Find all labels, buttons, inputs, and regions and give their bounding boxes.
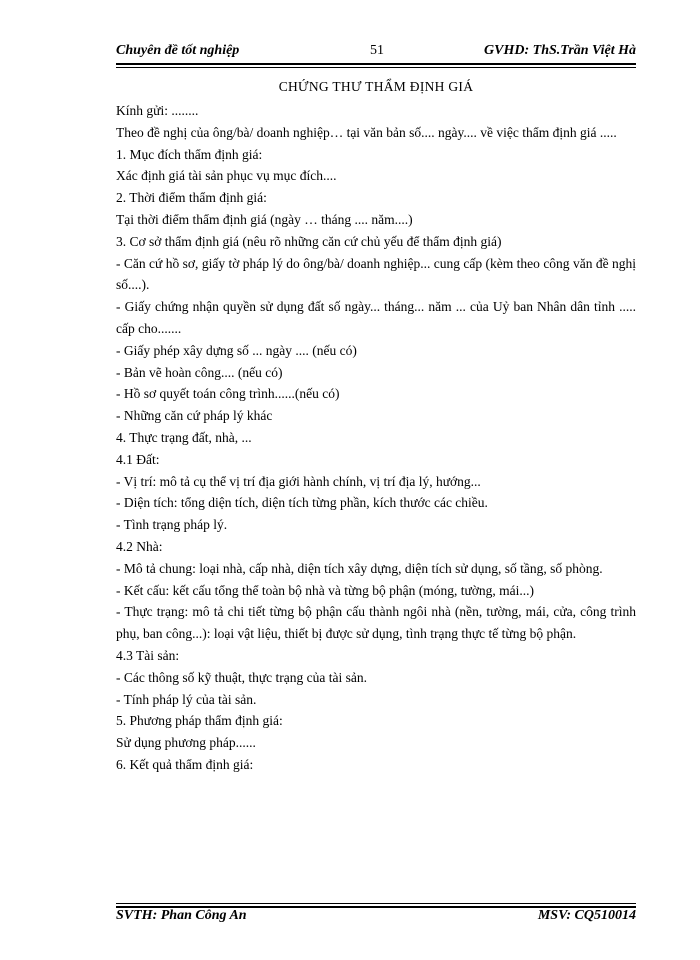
header-rule-thin	[116, 67, 636, 68]
section-heading-basis: 3. Cơ sở thẩm định giá (nêu rõ những căn cứ chủ yếu để thẩm định giá)	[116, 233, 502, 249]
page-header	[116, 43, 636, 63]
page-number: 51	[370, 43, 384, 58]
paragraph-request: Theo đề nghị của ông/bà/ doanh nghiệp… tại văn bản số.... ngày.... về việc thẩm định giá .....	[116, 124, 617, 140]
section-heading-purpose: 1. Mục đích thẩm định giá:	[116, 146, 263, 162]
list-item: - Kết cấu: kết cấu tổng thể toàn bộ nhà và từng bộ phận (móng, tường, mái...)	[116, 582, 535, 598]
header-rule-thick	[116, 63, 636, 65]
document-title: CHỨNG THƯ THẨM ĐỊNH GIÁ	[278, 79, 474, 94]
document-body	[116, 100, 636, 776]
list-item: - Giấy chứng nhận quyền sử dụng đất số ngày... tháng... năm ... của Uỷ ban Nhân dân tỉnh ..... cấp cho.......	[116, 299, 636, 336]
footer-student: SVTH: Phan Công An	[116, 908, 247, 923]
list-item: - Căn cứ hồ sơ, giấy tờ pháp lý do ông/bà/ doanh nghiệp... cung cấp (kèm theo công văn đề nghị số....).	[116, 255, 636, 293]
page-footer	[116, 908, 636, 928]
list-item: - Những căn cứ pháp lý khác	[116, 408, 273, 424]
list-item: - Hồ sơ quyết toán công trình......(nếu có)	[116, 386, 340, 402]
header-supervisor: GVHD: ThS.Trần Việt Hà	[484, 43, 636, 58]
paragraph-line: Sử dụng phương pháp......	[116, 735, 256, 751]
list-item: - Bản vẽ hoàn công.... (nếu có)	[116, 364, 283, 380]
list-item: - Diện tích: tổng diện tích, diện tích từng phần, kích thước các chiều.	[116, 495, 488, 511]
paragraph-line: Tại thời điểm thẩm định giá (ngày … tháng .... năm....)	[116, 211, 413, 227]
section-heading-result: 6. Kết quả thẩm định giá:	[116, 756, 254, 772]
list-item: - Vị trí: mô tả cụ thể vị trí địa giới hành chính, vị trí địa lý, hướng...	[116, 473, 481, 489]
section-heading-time: 2. Thời điểm thẩm định giá:	[116, 190, 267, 206]
list-item: - Giấy phép xây dựng số ... ngày .... (nếu có)	[116, 342, 357, 358]
section-heading-condition: 4. Thực trạng đất, nhà, ...	[116, 429, 252, 445]
salutation-line: Kính gửi: ........	[116, 103, 199, 118]
list-item: - Thực trạng: mô tả chi tiết từng bộ phận cấu thành ngôi nhà (nền, tường, mái, cửa, công trình phụ, ban công...): loại vật liệu, thiết bị được sử dụng, tình trạng thực tế từng bộ phận.	[116, 604, 636, 642]
header-course-title: Chuyên đề tốt nghiệp	[116, 43, 240, 58]
list-item: - Tính pháp lý của tài sản.	[116, 691, 257, 707]
list-item: - Tình trạng pháp lý.	[116, 517, 228, 533]
subsection-heading-assets: 4.3 Tài sản:	[116, 647, 180, 663]
footer-rule-thin	[116, 903, 636, 904]
list-item: - Mô tả chung: loại nhà, cấp nhà, diện tích xây dựng, diện tích sử dụng, số tầng, số phòng.	[116, 560, 603, 576]
section-heading-method: 5. Phương pháp thẩm định giá:	[116, 713, 283, 729]
subsection-heading-land: 4.1 Đất:	[116, 451, 160, 467]
paragraph-line: Xác định giá tài sản phục vụ mục đích....	[116, 168, 337, 184]
footer-student-id: MSV: CQ510014	[537, 908, 636, 923]
list-item: - Các thông số kỹ thuật, thực trạng của tài sản.	[116, 669, 368, 685]
subsection-heading-house: 4.2 Nhà:	[116, 538, 163, 554]
